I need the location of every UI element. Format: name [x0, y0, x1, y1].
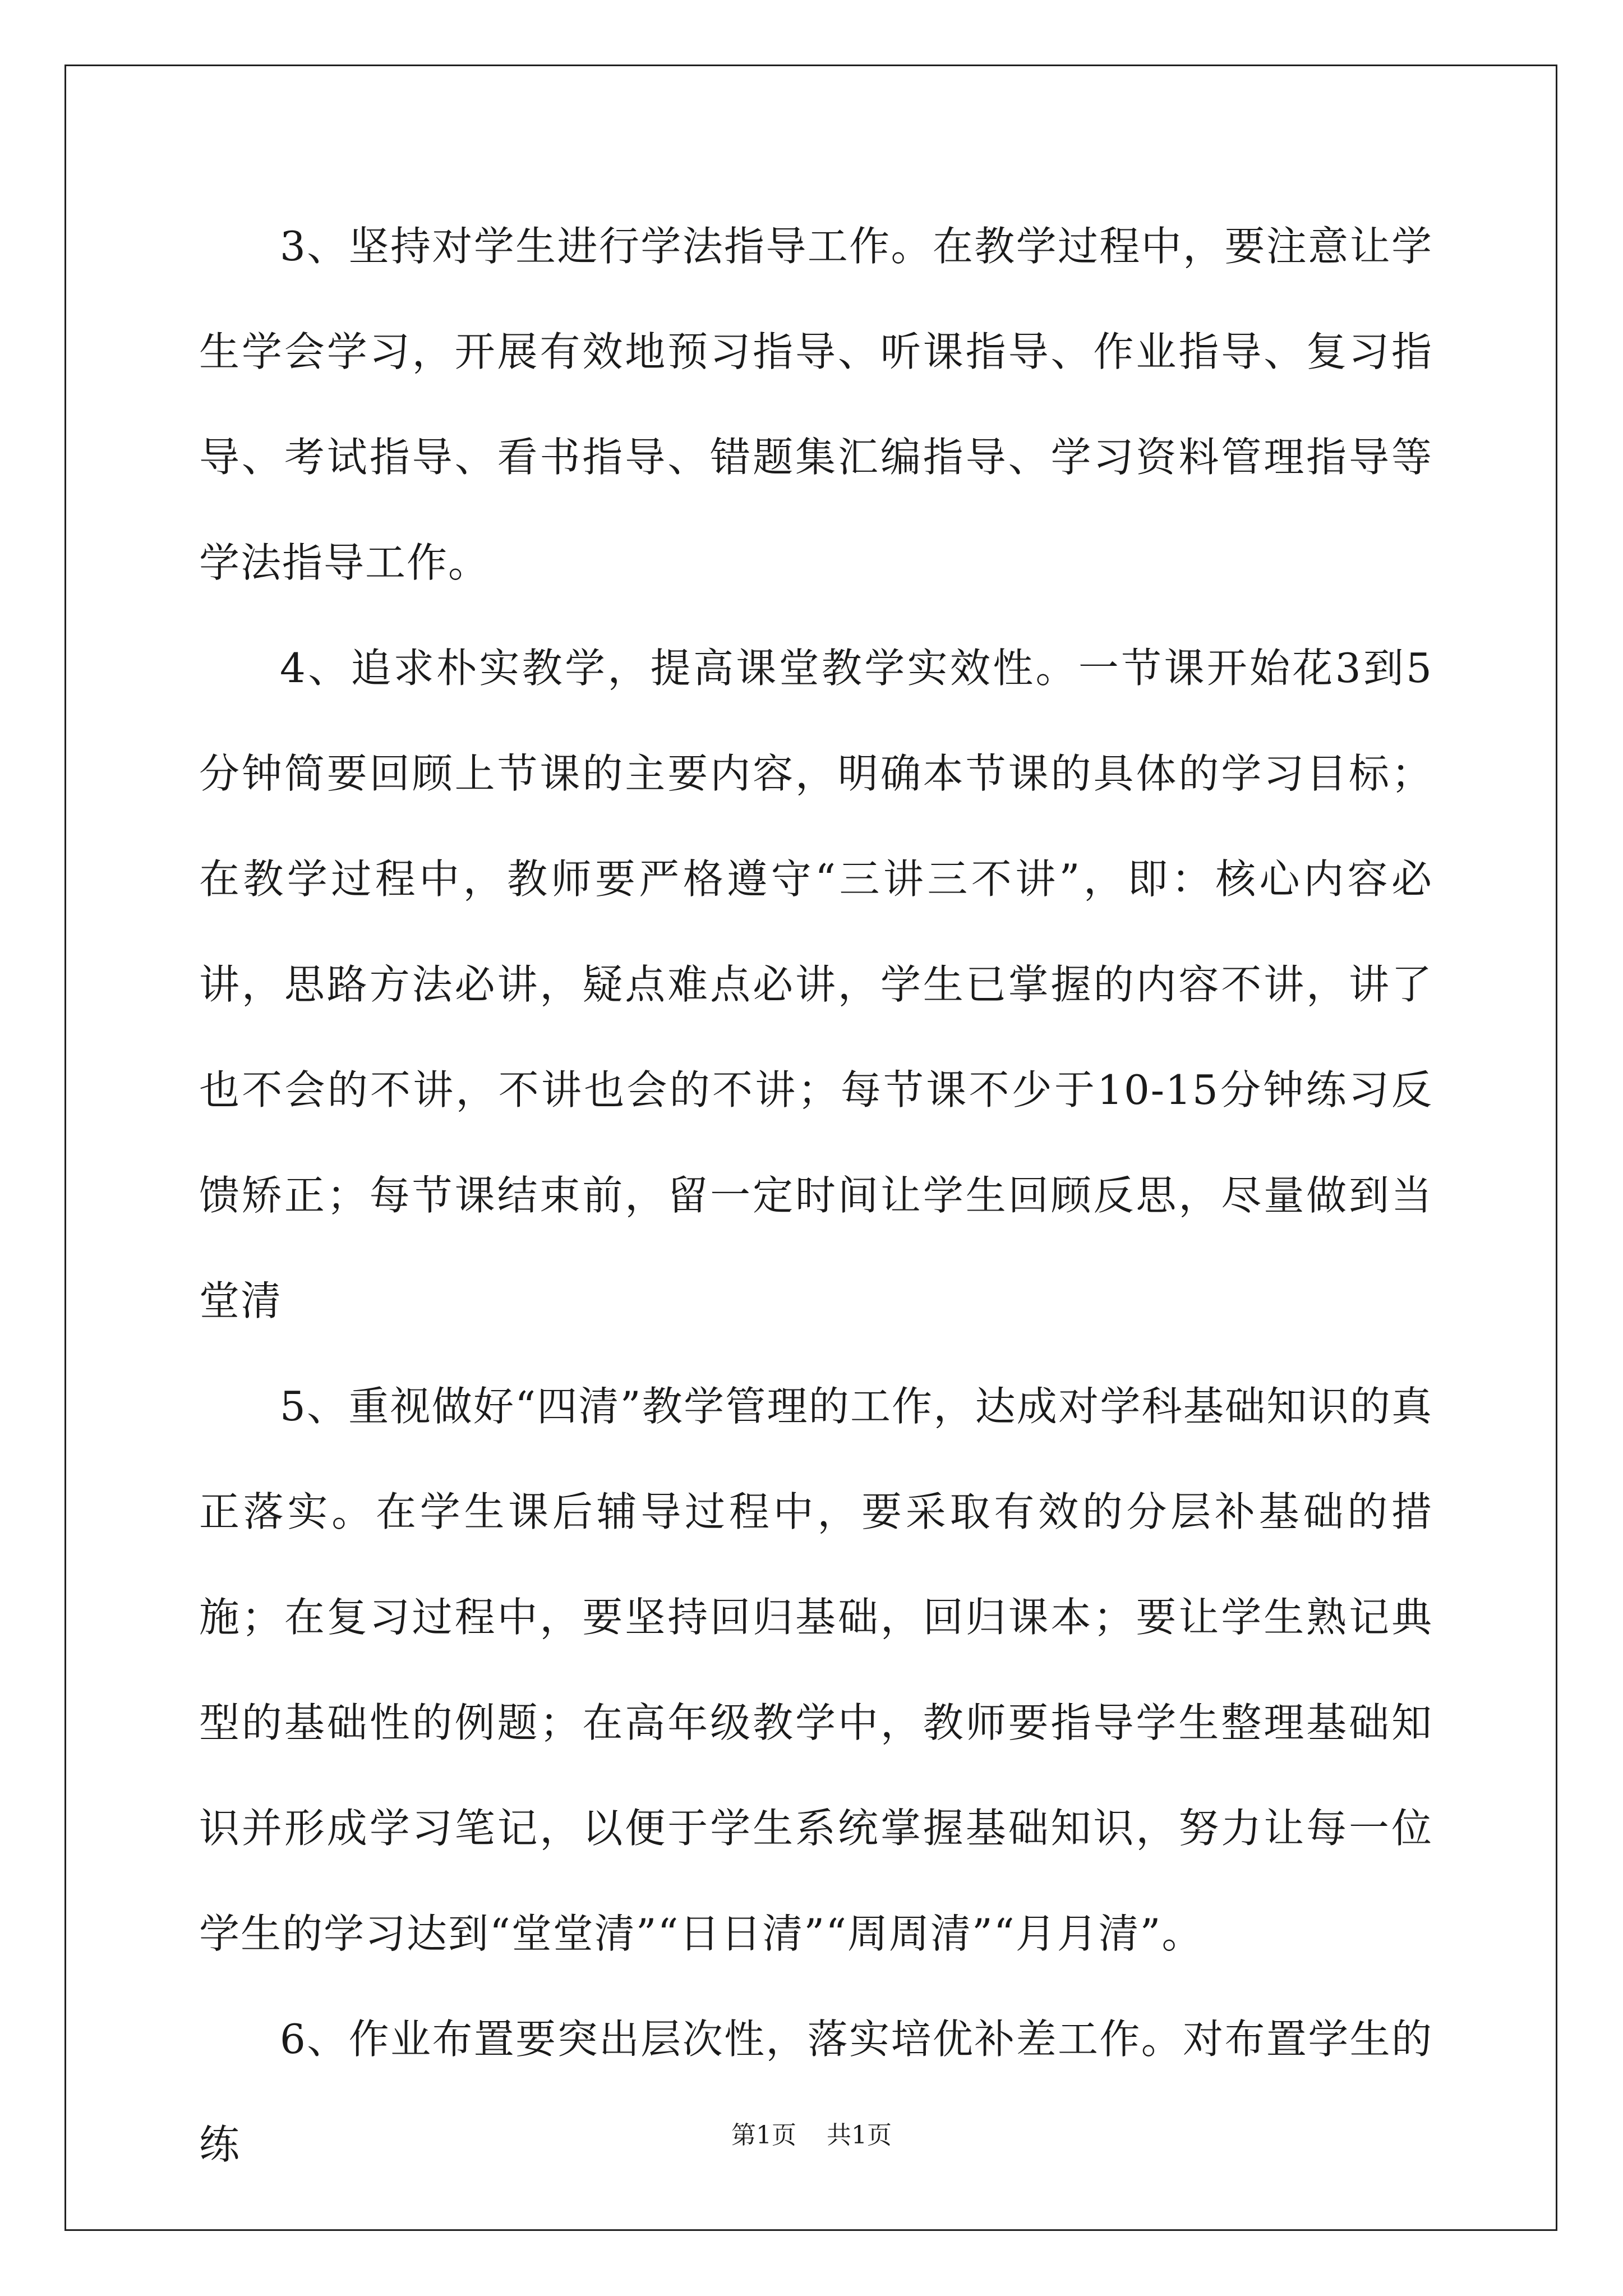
page-footer — [0, 2115, 1623, 2151]
paragraph-4: 4、追求朴实教学，提高课堂教学实效性。一节课开始花3到5分钟简要回顾上节课的主要内容，明确本节课的具体的学习目标；在教学过程中，教师要严格遵守“三讲三不讲”，即：核心内容必讲，思路方法必讲，疑点难点必讲，学生已掌握的内容不讲，讲了也不会的不讲，不讲也会的不讲；每节课不少于10-15分钟练习反馈矫正；每节课结束前，留一定时间让学生回顾反思，尽量做到当堂清 — [199, 645, 1433, 1324]
paragraph-5: 5、重视做好“四清”教学管理的工作，达成对学科基础知识的真正落实。在学生课后辅导过程中，要采取有效的分层补基础的措施；在复习过程中，要坚持回归基础，回归课本；要让学生熟记典型的基础性的例题；在高年级教学中，教师要指导学生整理基础知识并形成学习笔记，以便于学生系统掌握基础知识，努力让每一位学生的学习达到“堂堂清”“日日清”“周周清”“月月清”。 — [199, 1383, 1433, 1957]
page-number-current: 第1页 — [731, 2121, 796, 2150]
paragraph-6: 6、作业布置要突出层次性，落实培优补差工作。对布置学生的练 — [199, 2016, 1433, 2168]
paragraph-3: 3、坚持对学生进行学法指导工作。在教学过程中，要注意让学生学会学习，开展有效地预习指导、听课指导、作业指导、复习指导、考试指导、看书指导、错题集汇编指导、学习资料管理指导等学法指导工作。 — [199, 223, 1433, 586]
document-body — [199, 194, 1433, 2197]
page-number-total: 共1页 — [827, 2121, 892, 2150]
